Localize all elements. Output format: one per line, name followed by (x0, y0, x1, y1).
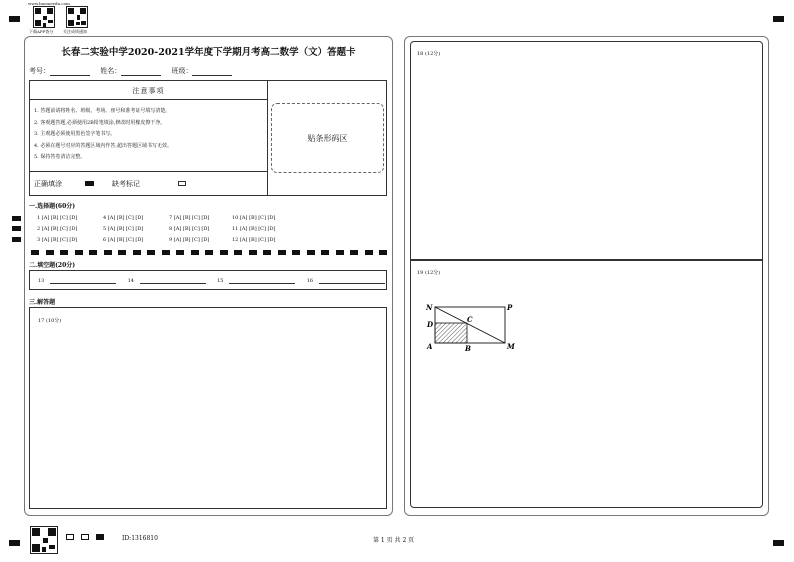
timing-dash (104, 250, 112, 255)
site-url: www.baomeedu.com (28, 1, 70, 6)
timing-dash (249, 250, 257, 255)
class-field[interactable] (192, 68, 232, 76)
q19-label: 19 (12分) (417, 270, 441, 276)
timing-dash (379, 250, 387, 255)
class-label: 班级： (171, 67, 193, 75)
timing-dash (191, 250, 199, 255)
right-answer-panel (404, 36, 769, 516)
page-number: 第 1 页 共 2 页 (373, 537, 415, 544)
choice-q8[interactable]: 8 [A] [B] [C] [D] (169, 226, 210, 232)
timing-dash (307, 250, 315, 255)
q19-answer-box[interactable] (410, 260, 763, 508)
absent-mark-label: 缺考标记 (112, 180, 140, 188)
label-b: B (465, 344, 471, 353)
name-field[interactable] (121, 68, 161, 76)
geometry-figure (423, 299, 523, 354)
notice-box (29, 80, 387, 196)
timing-dash (60, 250, 68, 255)
timing-dash (118, 250, 126, 255)
side-mark (12, 216, 21, 221)
section1-title: 一.选择题(60分) (29, 203, 76, 210)
corner-mark-top-left (9, 16, 20, 22)
choice-row (37, 215, 387, 226)
side-mark (12, 237, 21, 242)
notice-item-1: 1. 答题前请将姓名、班级、考场、座号和准考证号填写清楚。 (34, 108, 171, 114)
blank-14-line[interactable] (140, 279, 206, 284)
q18-answer-box[interactable] (410, 41, 763, 260)
barcode-label: 贴条形码区 (307, 134, 348, 143)
name-label: 姓名： (100, 67, 122, 75)
choice-q10[interactable]: 10 [A] [B] [C] [D] (232, 215, 276, 221)
timing-dash (46, 250, 54, 255)
choice-q7[interactable]: 7 [A] [B] [C] [D] (169, 215, 210, 221)
choice-q12[interactable]: 12 [A] [B] [C] [D] (232, 237, 276, 243)
notice-item-4: 4. 必须在题号对应的答题区域内作答,超出答题区域书写无效。 (34, 143, 172, 149)
choice-q9[interactable]: 9 [A] [B] [C] [D] (169, 237, 210, 243)
choice-q11[interactable]: 11 [A] [B] [C] [D] (232, 226, 276, 232)
timing-dash (220, 250, 228, 255)
label-c: C (467, 315, 473, 324)
choice-grid (37, 215, 387, 248)
barcode-area (271, 103, 384, 173)
corner-mark-bottom-right (773, 540, 784, 546)
footer-box-1 (66, 534, 74, 540)
timing-dash (278, 250, 286, 255)
timing-dash (31, 250, 39, 255)
choice-row (37, 237, 387, 248)
absent-mark-checkbox[interactable] (178, 181, 186, 186)
notify-qr-code (66, 6, 88, 28)
timing-dash (147, 250, 155, 255)
timing-dash (292, 250, 300, 255)
notice-item-2: 2. 客观题答题,必须使用2B铅笔填涂,修改时用橡皮擦干净。 (34, 120, 166, 126)
timing-dash (365, 250, 373, 255)
footer-box-2 (81, 534, 89, 540)
label-m: M (507, 342, 515, 351)
blank-13-line[interactable] (50, 279, 116, 284)
app-qr-code (33, 6, 55, 28)
exam-no-label: 考号： (29, 67, 50, 75)
corner-mark-bottom-left (9, 540, 20, 546)
blank-15-line[interactable] (229, 279, 295, 284)
notice-item-5: 5. 保持答卷清洁完整。 (34, 154, 86, 160)
timing-dash (75, 250, 83, 255)
section2-title: 二.填空题(20分) (29, 262, 76, 269)
timing-dash (350, 250, 358, 255)
qr-caption-notify: 关注成绩通知 (63, 29, 87, 34)
choice-q5[interactable]: 5 [A] [B] [C] [D] (103, 226, 144, 232)
fill-blank-box (29, 270, 387, 290)
timing-dash (336, 250, 344, 255)
blank-16-label: 16 (306, 278, 314, 284)
timing-dash (133, 250, 141, 255)
side-mark (12, 226, 21, 231)
sheet-title: 长春二实验中学2020-2021学年度下学期月考高二数学（文）答题卡 (61, 47, 356, 58)
choice-q4[interactable]: 4 [A] [B] [C] [D] (103, 215, 144, 221)
timing-dash (162, 250, 170, 255)
timing-dash (205, 250, 213, 255)
correct-fill-sample (85, 181, 94, 186)
correct-fill-label: 正确填涂 (34, 180, 62, 188)
blank-13-label: 13 (38, 278, 45, 284)
footer-qr-code (30, 526, 58, 554)
qr-caption-app: 下载APP查分 (29, 29, 54, 34)
timing-mark-row (31, 250, 389, 256)
exam-no-field[interactable] (50, 68, 90, 76)
choice-row (37, 226, 387, 237)
label-p: P (507, 303, 513, 312)
label-a: A (427, 342, 433, 351)
timing-dash (89, 250, 97, 255)
q17-label: 17 (10分) (38, 318, 62, 324)
notice-item-3: 3. 主观题必须使用黑色签字笔书写。 (34, 131, 116, 137)
label-n: N (426, 303, 433, 312)
q17-answer-box[interactable] (29, 307, 387, 509)
hatched-rectangle (435, 323, 467, 343)
notice-header: 注意事项 (132, 87, 165, 95)
blank-14-label: 14 (127, 278, 134, 284)
choice-q3[interactable]: 3 [A] [B] [C] [D] (37, 237, 78, 243)
section3-title: 三.解答题 (29, 299, 56, 306)
corner-mark-top-right (773, 16, 784, 22)
blank-16-line[interactable] (319, 279, 385, 284)
timing-dash (176, 250, 184, 255)
left-answer-panel (24, 36, 393, 516)
q18-label: 18 (12分) (417, 51, 441, 57)
timing-dash (234, 250, 242, 255)
blank-15-label: 15 (217, 278, 224, 284)
info-fields (29, 66, 232, 76)
timing-dash (321, 250, 329, 255)
choice-q2[interactable]: 2 [A] [B] [C] [D] (37, 226, 78, 232)
footer-box-3 (96, 534, 104, 540)
label-d: D (427, 320, 434, 329)
timing-dash (263, 250, 271, 255)
choice-q6[interactable]: 6 [A] [B] [C] [D] (103, 237, 144, 243)
choice-q1[interactable]: 1 [A] [B] [C] [D] (37, 215, 78, 221)
sheet-id: ID:1316810 (122, 535, 158, 542)
